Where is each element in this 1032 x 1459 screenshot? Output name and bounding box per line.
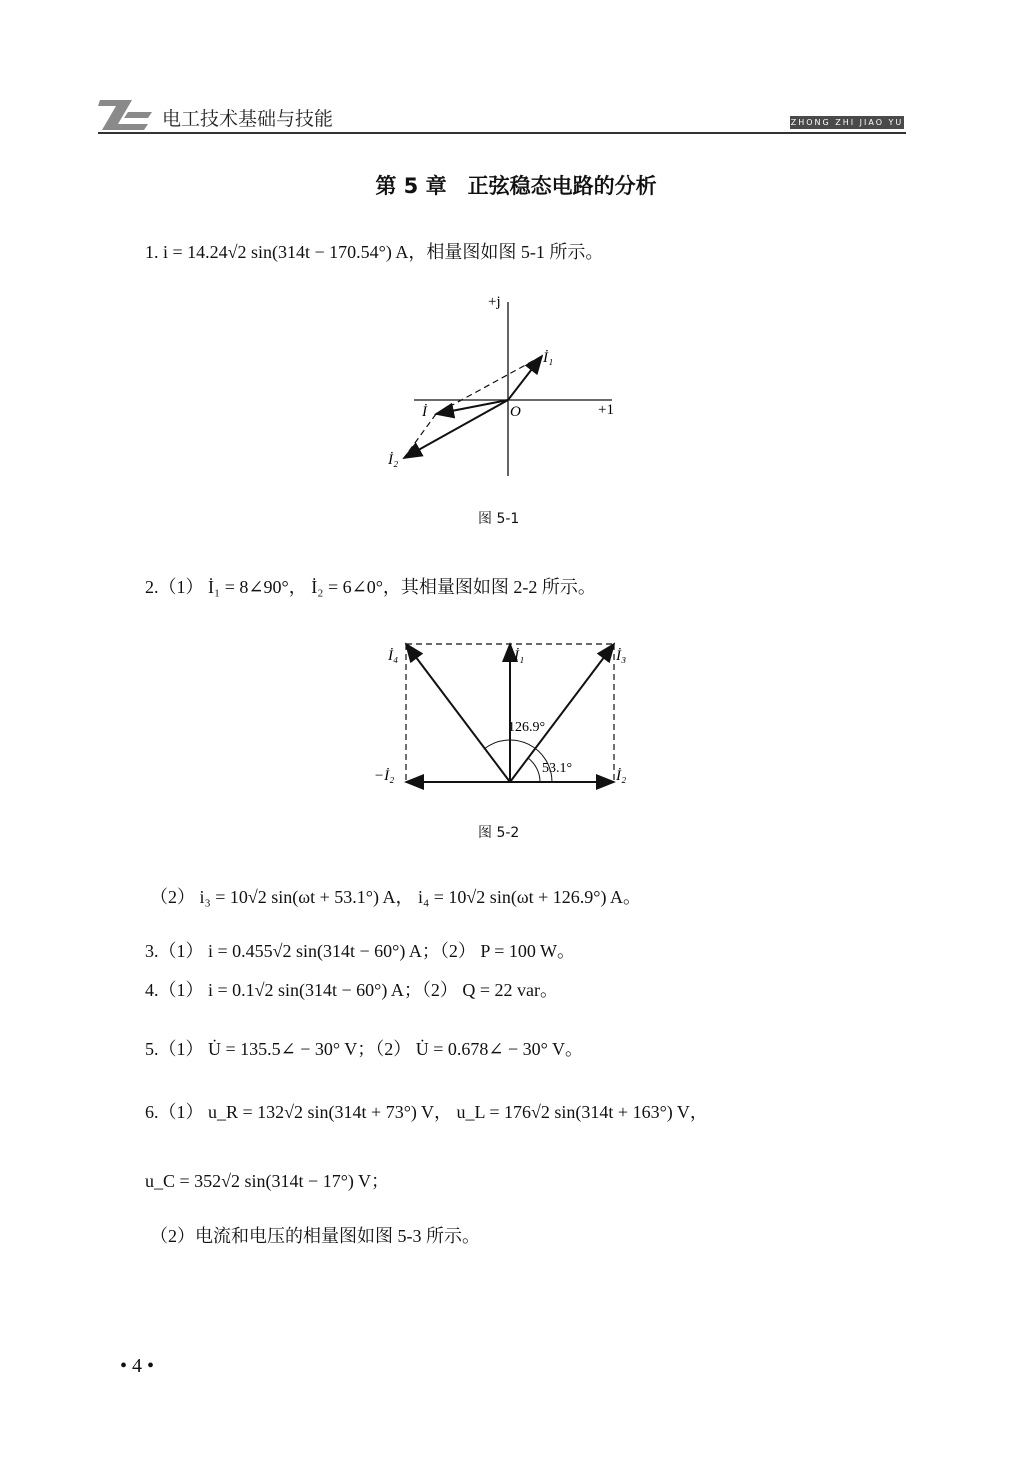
header-band: ZHONG ZHI JIAO YU [790, 118, 904, 127]
answer-4: 4.（1） i = 0.1√2 sin(314t − 60°) A；（2） Q = 22 var。 [145, 980, 559, 1000]
label-neg-I2: −İ₂ [374, 768, 395, 784]
chapter-title: 第 5 章 正弦稳态电路的分析 [375, 174, 657, 198]
label-I: İ [422, 404, 427, 420]
header-rule [98, 132, 906, 134]
page-number: • 4 • [120, 1355, 155, 1377]
dashed-I-I2 [404, 414, 436, 458]
arc-53 [528, 758, 540, 782]
answer-6-2: u_C = 352√2 sin(314t − 17°) V； [145, 1171, 390, 1191]
answer-2-1: 2.（1） İ₁ = 8∠90°， İ₂ = 6∠0°，其相量图如图 2-2 所示。 [145, 577, 596, 597]
caption-fig-5-2: 图 5-2 [478, 825, 520, 841]
answer-6-3: （2）电流和电压的相量图如图 5-3 所示。 [150, 1226, 480, 1246]
answer-5: 5.（1） U̇ = 135.5∠ − 30° V；（2） U̇ = 0.678∠ − 30° V。 [145, 1039, 584, 1059]
label-axis-1: +1 [598, 402, 614, 418]
vector-I4 [406, 644, 510, 782]
answer-6-1: 6.（1） u_R = 132√2 sin(314t + 73°) V， u_L = 176√2 sin(314t + 163°) V， [145, 1102, 708, 1122]
label-I4: İ₄ [388, 648, 399, 664]
label-origin: O [510, 404, 521, 420]
dashed-I1-I [436, 356, 542, 414]
label-I1: İ₁ [543, 350, 554, 366]
answer-1: 1. i = 14.24√2 sin(314t − 170.54°) A，相量图如图 5-1 所示。 [145, 242, 604, 262]
label-I2: İ₂ [616, 768, 627, 784]
answer-2-2: （2） i₃ = 10√2 sin(ωt + 53.1°) A， i₄ = 10√2 sin(ωt + 126.9°) A。 [150, 887, 642, 907]
book-title: 电工技术基础与技能 [162, 108, 334, 130]
caption-fig-5-1: 图 5-1 [478, 511, 520, 527]
label-I3: İ₃ [616, 648, 627, 664]
figure-5-1 [380, 290, 640, 490]
label-I2: İ₂ [388, 452, 399, 468]
label-axis-j: +j [488, 294, 501, 310]
vector-I2 [404, 400, 508, 458]
answer-3: 3.（1） i = 0.455√2 sin(314t − 60°) A；（2） P = 100 W。 [145, 941, 576, 961]
label-I1: İ₁ [514, 648, 525, 664]
vector-I1 [508, 356, 542, 400]
figure-5-2 [370, 634, 650, 802]
label-angle-126: 126.9° [508, 720, 546, 735]
label-angle-53: 53.1° [542, 761, 573, 776]
